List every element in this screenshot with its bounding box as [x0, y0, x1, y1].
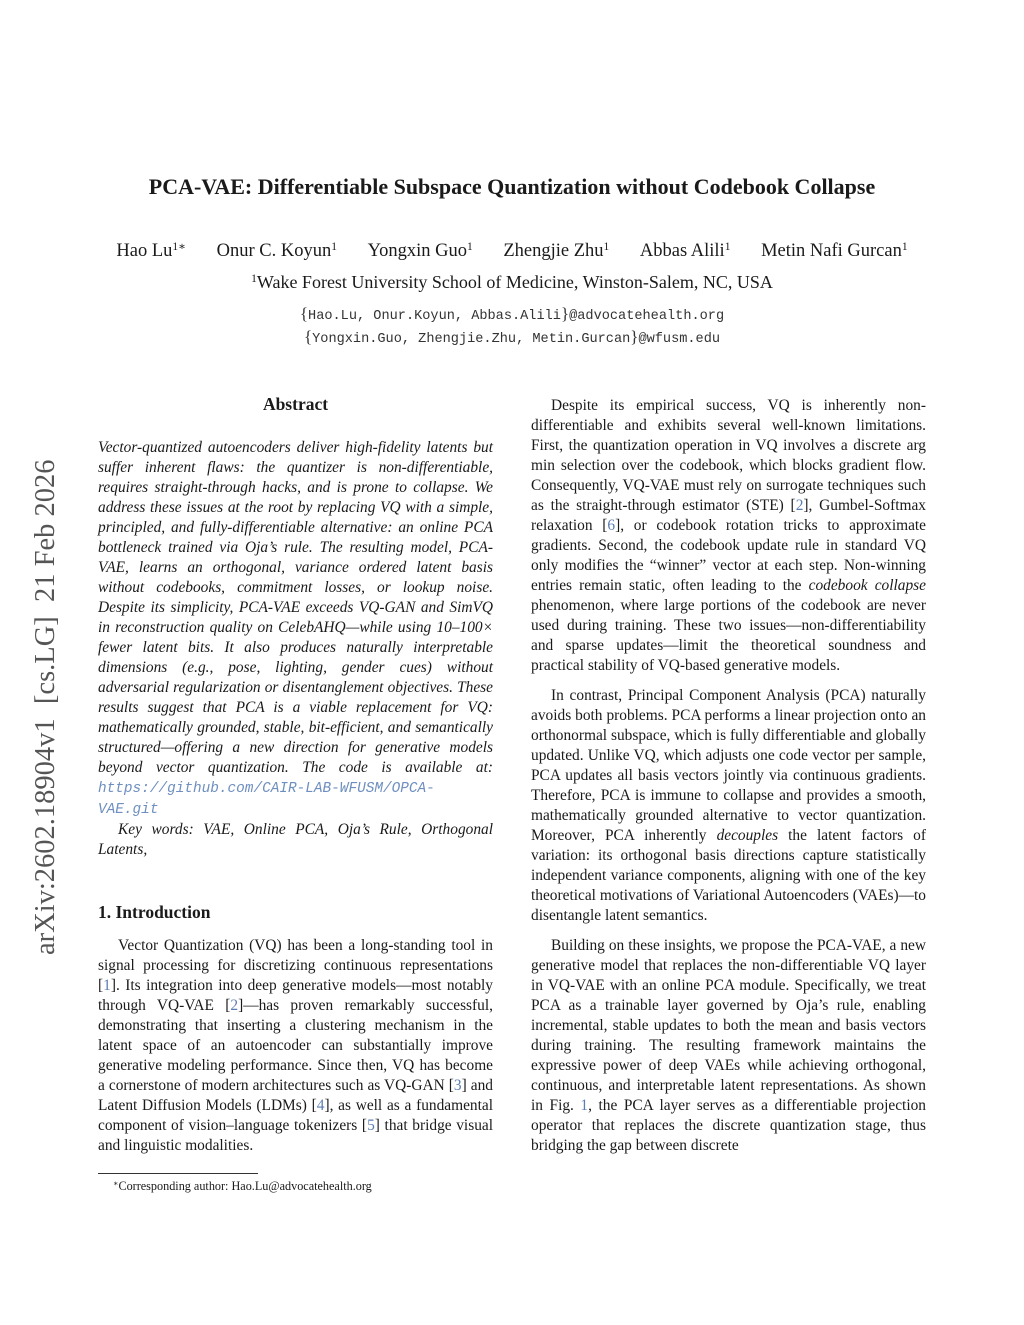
author: Zhengjie Zhu$^1$: [503, 241, 610, 261]
citation-link[interactable]: 1: [103, 977, 111, 994]
paper-title: PCA-VAE: Differentiable Subspace Quantization without Codebook Collapse: [148, 174, 876, 199]
author-list: [0, 239, 1024, 263]
citation-link[interactable]: 2: [230, 997, 239, 1014]
footnote-divider: [98, 1173, 258, 1174]
author: Onur C. Koyun$^1$: [216, 241, 337, 261]
author: Yongxin Guo$^1$: [367, 241, 473, 261]
author: Metin Nafi Gurcan$^1$: [761, 241, 908, 261]
citation-link[interactable]: 3: [453, 1077, 462, 1094]
right-column: [531, 396, 926, 1156]
section-heading-introduction: 1. Introduction: [98, 902, 211, 922]
citation-link[interactable]: 4: [316, 1097, 325, 1114]
code-link[interactable]: https://github.com/CAIR-LAB-WFUSM/OPCA-VAE.git: [98, 781, 435, 818]
abstract-text: Vector-quantized autoencoders deliver high-fidelity latents but suffer inherent flaws: the quantizer is non-differentiable, requires straight-through hacks, and is prone to collapse. We address these issues at the root by replacing VQ with a simple, principled, and fully-differentiable alternative: an online PCA bottleneck trained via Oja’s rule. The resulting model, PCA-VAE, learns an orthogonal, variance ordered latent basis without codebooks, commitment losses, or lookup noise. Despite its simplicity, PCA-VAE exceeds VQ-GAN and SimVQ in reconstruction quality on CelebAHQ—while using 10–100× fewer latent bits. It also produces naturally interpretable dimensions (e.g., pose, lighting, gender cues) without adversarial regularization or disentanglement objectives. These results suggest that PCA is a viable replacement for VQ: mathematically grounded, stable, bit-efficient, and semantically structured—offering a new direction for generative models beyond vector quantization. The code is available at: https://github.com/CAIR-LAB-WFUSM/OPCA-VAE.git: [98, 439, 493, 818]
arxiv-id-text: arXiv:2602.18904v1 [cs.LG] 21 Feb 2026: [30, 459, 61, 955]
email-line: {Hao.Lu, Onur.Koyun, Abbas.Alili}@advocatehealth.org: [299, 304, 725, 324]
intro-paragraph: Vector Quantization (VQ) has been a long-standing tool in signal processing for discretizing continuous representations [1]. Its integration into deep generative models—most notably through VQ-VAE [2]—has proven remarkably successful, demonstrating that inserting a clustering mechanism in the latent space of an autoencoder can substantially improve generative modeling performance. Since then, VQ has become a cornerstone of modern architectures such as VQ-GAN [3] and Latent Diffusion Models (LDMs) [4], as well as a fundamental component of vision–language tokenizers [5] that bridge visual and linguistic modalities.: [98, 937, 494, 1154]
keywords: Key words: VAE, Online PCA, Oja’s Rule, Orthogonal Latents,: [98, 821, 493, 858]
arxiv-identifier: [16, 375, 66, 955]
email-line: {Yongxin.Guo, Zhengjie.Zhu, Metin.Gurcan}@wfusm.edu: [303, 327, 721, 347]
citation-link[interactable]: 5: [367, 1117, 375, 1134]
body-paragraph: Building on these insights, we propose the PCA-VAE, a new generative model that replaces the non-differentiable VQ layer in VQ-VAE with an online PCA module. Specifically, we treat PCA as a trainable layer governed by Oja’s rule, enabling incremental, stable updates to both the mean and basis vectors during training. The resulting framework maintains the expressive power of deep VAEs while achieving orthogonal, continuous, and interpretable latent representations. As shown in Fig. 1, the PCA layer serves as a differentiable projection operator that replaces the discrete quantization stage, thus bridging the gap between discrete: [531, 937, 927, 1154]
figure-link[interactable]: 1: [580, 1097, 589, 1114]
abstract-heading: Abstract: [262, 394, 329, 414]
left-column: [98, 392, 493, 1156]
citation-link[interactable]: 6: [607, 517, 616, 534]
author: Hao $Lu^{1∗}$: [116, 241, 186, 261]
affiliation: $^1$Wake Forest University School of Medicine, Winston-Salem, NC, USA: [251, 272, 773, 292]
citation-link[interactable]: 2: [795, 497, 804, 514]
body-paragraph: Despite its empirical success, VQ is inherently non-differentiable and exhibits several well-known limitations. First, the quantization operation in VQ involves a discrete arg min selection over the codebook, which blocks gradient flow. Consequently, VQ-VAE must rely on surrogate techniques such as the straight-through estimator (STE) [2], Gumbel-Softmax relaxation [6], or codebook rotation tricks to approximate gradients. Second, the codebook update rule in standard VQ only modifies the “winner” vector at each step. Non-winning entries remain static, often leading to the codebook collapse phenomenon, where large portions of the codebook are never used during training. These two issues—non-differentiability and sparse updates—limit the theoretical soundness and practical stability of VQ-based generative models.: [531, 397, 927, 674]
footnote: ∗Corresponding author: Hao.Lu@advocatehealth.org: [113, 1179, 372, 1193]
body-paragraph: In contrast, Principal Component Analysis (PCA) naturally avoids both problems. PCA performs a linear projection onto an orthonormal subspace, which is fully differentiable and globally updated. Unlike VQ, which adjusts one code vector per sample, PCA updates all basis vectors jointly via continuous gradients. Therefore, PCA is immune to collapse and provides a smooth, mathematically grounded alternative to vector quantization. Moreover, PCA inherently decouples the latent factors of variation: its orthogonal basis directions capture statistically independent variance components, aligning with one of the key theoretical motivations of Variational Autoencoders (VAEs)—to disentangle latent semantics.: [531, 687, 926, 924]
author: Abbas Alili$^1$: [639, 241, 731, 261]
